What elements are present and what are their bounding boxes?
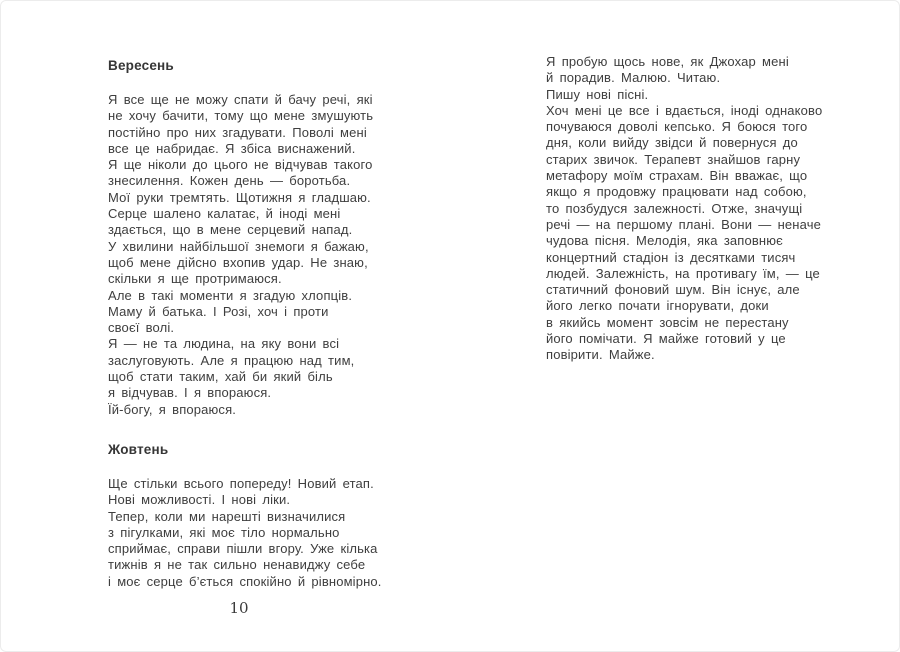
text-line: його легко почати ігнорувати, доки (546, 298, 769, 314)
text-line: Тепер, коли ми нарешті визначилися (108, 508, 346, 524)
right-text-column (546, 54, 821, 364)
text-line: і моє серце б’ється спокійно й рівномірно. (108, 573, 382, 589)
section-body-october (108, 475, 382, 590)
text-line: Нові можливості. І нові ліки. (108, 492, 291, 508)
section-september-continued (546, 54, 821, 364)
text-line: Я ще ніколи до цього не відчував такого (108, 157, 373, 173)
section-september (108, 58, 376, 418)
text-line: скільки я ще протримаюся. (108, 271, 282, 287)
text-line: все це набридає. Я збіса виснажений. (108, 140, 356, 156)
left-text-column (108, 58, 382, 590)
text-line: Серце шалено калатає, й іноді мені (108, 206, 341, 222)
text-line: повірити. Майже. (546, 347, 655, 363)
text-line: здається, що в мене серцевий напад. (108, 222, 353, 238)
text-line: тижнів я не так сильно ненавиджу себе (108, 557, 366, 573)
text-line: й порадив. Малюю. Читаю. (546, 70, 721, 86)
text-line: сприймає, справи пішли вгору. Уже кілька (108, 541, 378, 557)
text-line: щоб мене дійсно вхопив удар. Не знаю, (108, 254, 368, 270)
text-line: знесилення. Кожен день — боротьба. (108, 173, 351, 189)
text-line: статичний фоновий шум. Він існує, але (546, 282, 800, 298)
section-heading-october: Жовтень (108, 441, 169, 457)
text-line: концертний стадіон із десятками тисяч (546, 249, 796, 265)
text-line: Мої руки тремтять. Щотижня я гладшаю. (108, 189, 371, 205)
text-line: своєї волі. (108, 320, 175, 336)
text-line: чудова пісня. Мелодія, яка заповнює (546, 233, 783, 249)
text-line: в якийсь момент зовсім не перестану (546, 314, 789, 330)
text-line: то позбудуся залежності. Отже, значущі (546, 200, 803, 216)
text-line: метафору моїм страхам. Він вважає, що (546, 168, 808, 184)
text-line: я відчував. І я впораюся. (108, 385, 272, 401)
text-line: Ще стільки всього попереду! Новий етап. (108, 475, 374, 491)
text-line: Я — не та людина, на яку вони всі (108, 336, 340, 352)
section-heading-september: Вересень (108, 58, 174, 73)
text-line: Пишу нові пісні. (546, 86, 649, 102)
text-line: людей. Залежність, на противагу їм, — це (546, 265, 820, 281)
section-body-september (108, 92, 376, 418)
text-line: Але в такі моменти я згадую хлопців. (108, 287, 353, 303)
page-number: 10 (229, 599, 249, 617)
section-body-september-continued (546, 54, 821, 364)
text-line: постійно про них згадувати. Поволі мені (108, 124, 367, 140)
text-line: Хоч мені це все і вдається, іноді однаково (546, 102, 823, 118)
text-line: якщо я продовжу працювати над собою, (546, 184, 807, 200)
text-line: Я пробую щось нове, як Джохар мені (546, 54, 789, 69)
text-line: Маму й батька. І Розі, хоч і проти (108, 303, 329, 319)
text-line: У хвилини найбільшої знемоги я бажаю, (108, 238, 369, 254)
text-line: старих звичок. Терапевт знайшов гарну (546, 151, 801, 167)
text-line: Я все ще не можу спати й бачу речі, які (108, 92, 373, 107)
text-line: почуваюся доволі кепсько. Я боюся того (546, 119, 808, 135)
text-line: речі — на першому плані. Вони — неначе (546, 216, 822, 232)
text-line: дня, коли вийду звідси й повернуся до (546, 135, 798, 151)
text-line: його помічати. Я майже готовий у це (546, 331, 786, 347)
section-october (108, 441, 382, 590)
text-line: з пігулками, які моє тіло нормально (108, 524, 340, 540)
text-line: Їй-богу, я впораюся. (108, 401, 237, 417)
text-line: заслуговують. Але я працюю над тим, (108, 352, 355, 368)
text-line: щоб стати таким, хай би який біль (108, 369, 333, 385)
text-line: не хочу бачити, тому що мене змушують (108, 108, 374, 124)
